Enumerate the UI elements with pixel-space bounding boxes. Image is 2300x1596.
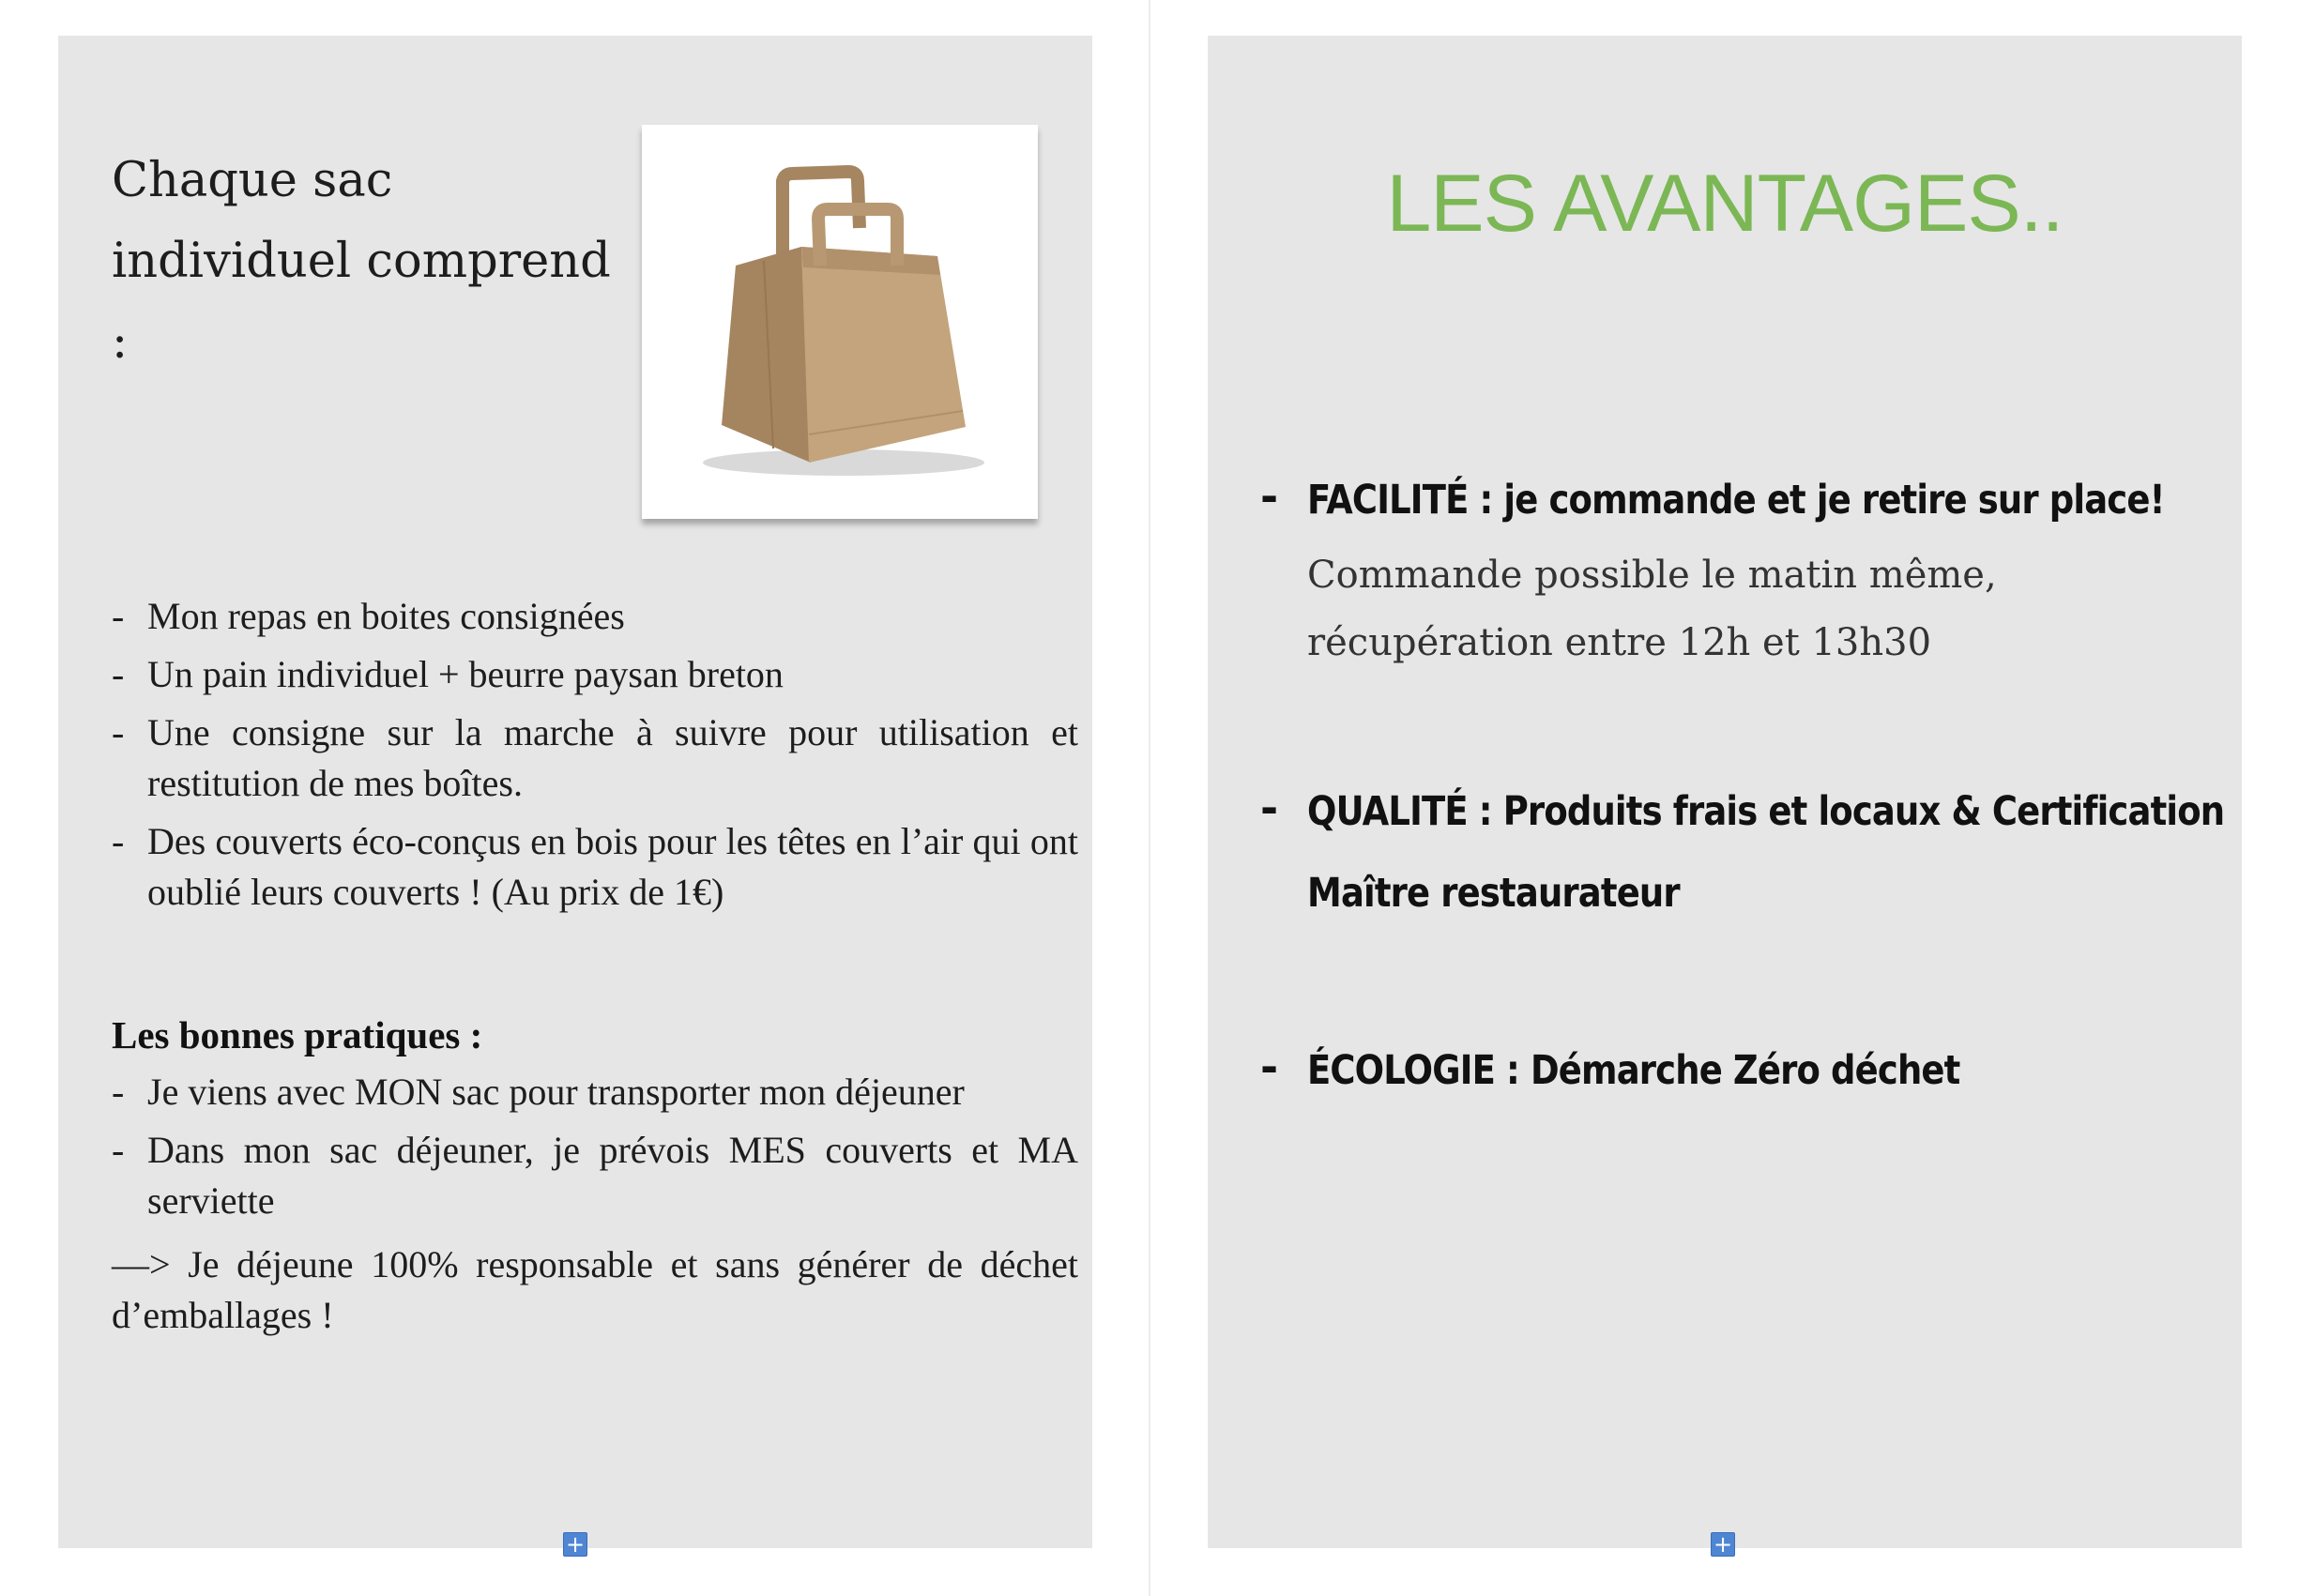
- list-dash: -: [1260, 783, 1279, 833]
- list-item: [112, 1125, 1078, 1226]
- list-item-text: Mon repas en boites consignées: [147, 595, 625, 637]
- list-item-text: Une consigne sur la marche à suivre pour utilisation et restitution de mes boîtes.: [147, 711, 1078, 804]
- page-right[interactable]: [1208, 36, 2242, 1548]
- add-page-button-right[interactable]: +: [1711, 1532, 1735, 1557]
- advantage-facilite: [1260, 460, 2236, 676]
- advantage-heading: QUALITÉ : Produits frais et locaux & Certification Maître restaurateur: [1307, 788, 2225, 917]
- advantage-ecologie: [1260, 1030, 2236, 1112]
- list-item: [112, 591, 1078, 642]
- add-page-button-left[interactable]: +: [563, 1532, 587, 1557]
- advantage-detail: récupération entre 12h et 13h30: [1307, 621, 1932, 664]
- advantage-detail: Commande possible le matin même,: [1307, 554, 1997, 597]
- conclusion-text: —> Je déjeune 100% responsable et sans générer de déchet d’emballages !: [112, 1243, 1078, 1336]
- page-left[interactable]: [58, 36, 1092, 1548]
- page-divider: [1149, 0, 1150, 1596]
- list-dash: -: [112, 1129, 125, 1171]
- list-dash: -: [112, 1071, 125, 1113]
- practices-list: [112, 1067, 1078, 1234]
- list-dash: -: [112, 595, 125, 637]
- list-item: [112, 649, 1078, 700]
- practices-heading: Les bonnes pratiques :: [112, 1013, 483, 1056]
- list-item: [112, 1067, 1078, 1117]
- list-item: [112, 816, 1078, 918]
- list-item-text: Des couverts éco-conçus en bois pour les têtes en l’air qui ont oublié leurs couverts ! (Au prix de 1€): [147, 820, 1078, 913]
- list-item-text: Dans mon sac déjeuner, je prévois MES couverts et MA serviette: [147, 1129, 1078, 1222]
- advantage-heading: FACILITÉ : je commande et je retire sur place!: [1307, 477, 2165, 524]
- paper-bag-icon: [642, 125, 1038, 519]
- list-dash: -: [112, 820, 125, 862]
- list-dash: -: [112, 653, 125, 695]
- bag-contents-title: Chaque sac individuel comprend :: [112, 153, 611, 370]
- list-dash: -: [1260, 1041, 1279, 1092]
- bag-contents-list: [112, 591, 1078, 925]
- advantage-heading: ÉCOLOGIE : Démarche Zéro déchet: [1307, 1047, 1960, 1094]
- list-item-text: Je viens avec MON sac pour transporter mon déjeuner: [147, 1071, 965, 1113]
- advantage-qualite: [1260, 771, 2236, 935]
- list-item-text: Un pain individuel + beurre paysan breton: [147, 653, 784, 695]
- advantages-title: LES AVANTAGES..: [1386, 159, 2064, 249]
- list-item: [112, 707, 1078, 809]
- list-dash: -: [112, 711, 125, 753]
- list-dash: -: [1260, 471, 1279, 522]
- paper-bag-image[interactable]: [642, 125, 1038, 519]
